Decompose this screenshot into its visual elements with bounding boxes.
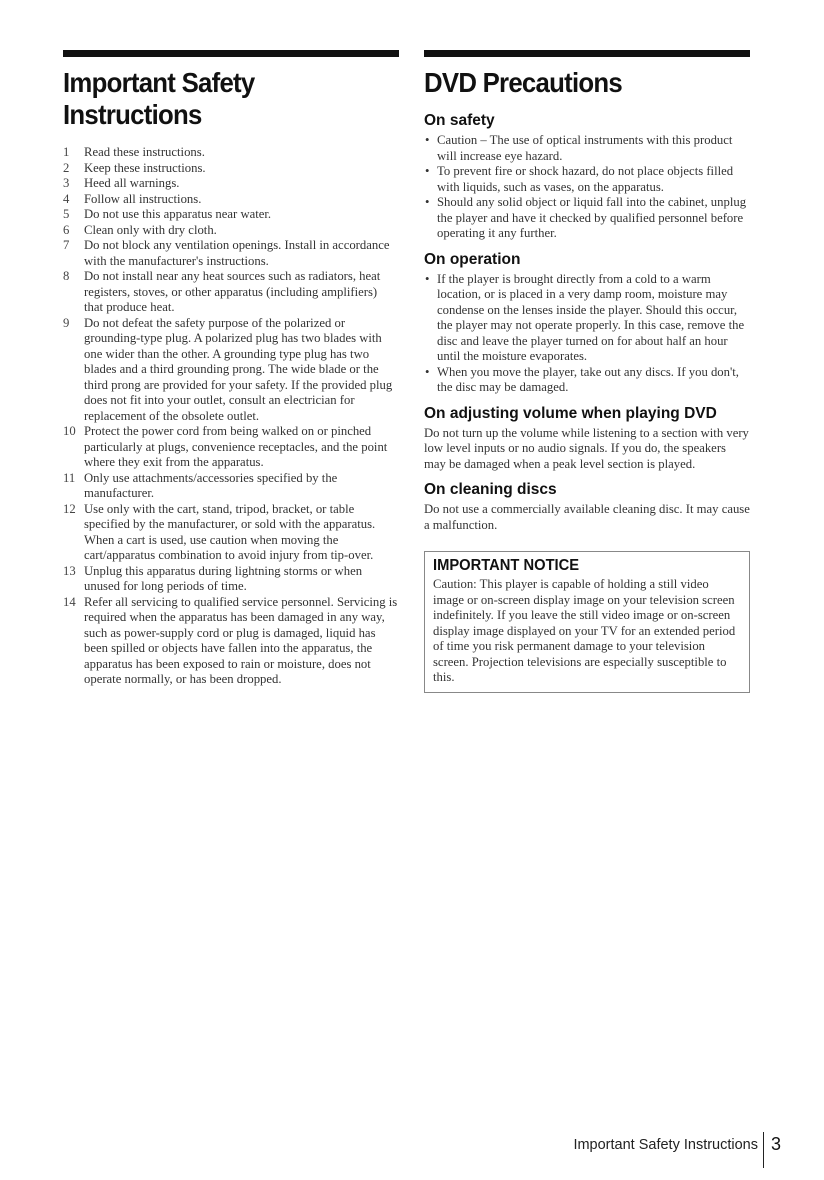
operation-list bbox=[424, 272, 750, 396]
on-safety-heading: On safety bbox=[424, 112, 495, 129]
on-operation-heading: On operation bbox=[424, 250, 521, 268]
list-item: • If the player is brought directly from a cold to a warm location, or is placed in a very damp room, moisture may condense on the lenses inside the player. Should this occur, the player may not operate properly. In this case, remove the disc and leave the player turned on for about half an hour until the moisture evaporates. bbox=[425, 271, 745, 363]
list-item: 4 Follow all instructions. bbox=[63, 191, 202, 206]
list-item: 6 Clean only with dry cloth. bbox=[63, 222, 217, 237]
right-column bbox=[424, 50, 750, 693]
list-item: 7 Do not block any ventilation openings. Install in accordance with the manufacturer's instructions. bbox=[63, 238, 390, 268]
list-item: 1 Read these instructions. bbox=[63, 145, 205, 159]
notice-title: IMPORTANT NOTICE bbox=[433, 557, 580, 574]
list-item: 8 Do not install near any heat sources such as radiators, heat registers, stoves, or other apparatus (including amplifiers) that produce heat. bbox=[63, 269, 381, 314]
bullet-icon: • bbox=[425, 164, 430, 178]
list-item: 14 Refer all servicing to qualified service personnel. Servicing is required when the apparatus has been damaged in any way, such as power-supply cord or plug is damaged, liquid has been spilled or objects have fallen into the apparatus, the apparatus has been exposed to rain or moisture, does not operate normally, or has been dropped. bbox=[63, 594, 398, 686]
list-item: 2 Keep these instructions. bbox=[63, 160, 206, 175]
list-item: • When you move the player, take out any discs. If you don't, the disc may be damaged. bbox=[425, 364, 739, 394]
bullet-icon: • bbox=[425, 133, 430, 147]
volume-paragraph: Do not turn up the volume while listening to a section with very low level inputs or no audio signals. If you do, the speakers may be damaged when a peak level section is played. bbox=[424, 425, 749, 471]
left-column bbox=[63, 50, 399, 688]
volume-heading: On adjusting volume when playing DVD bbox=[424, 404, 717, 422]
instructions-list bbox=[63, 145, 399, 688]
safety-instructions-title: Important Safety Instructions bbox=[63, 67, 255, 130]
footer-divider bbox=[763, 1132, 764, 1168]
notice-text: Caution: This player is capable of holding a still video image or on-screen display image on your television screen indefinitely. If you leave the still video image or on-screen display image displayed on your TV for an extended period of time you risk permanent damage to your television screen. Projection televisions are especially susceptible to this. bbox=[433, 577, 736, 684]
list-item: 5 Do not use this apparatus near water. bbox=[63, 207, 272, 221]
dvd-precautions-title: DVD Precautions bbox=[424, 67, 622, 98]
list-item: • Should any solid object or liquid fall into the cabinet, unplug the player and have it checked by qualified personnel before operating it any further. bbox=[425, 195, 747, 240]
section-rule bbox=[424, 50, 750, 57]
list-item: 3 Heed all warnings. bbox=[63, 176, 180, 190]
list-item: 12 Use only with the cart, stand, tripod, bracket, or table specified by the manufacturer, or sold with the apparatus. When a cart is used, use caution when moving the cart/apparatus combination to avoid injury from tip-over. bbox=[63, 501, 376, 562]
page-number: 3 bbox=[771, 1134, 782, 1154]
list-item: 13 Unplug this apparatus during lightning storms or when unused for long periods of time. bbox=[63, 563, 363, 593]
footer-section-title: Important Safety Instructions bbox=[573, 1137, 758, 1153]
cleaning-paragraph: Do not use a commercially available cleaning disc. It may cause a malfunction. bbox=[424, 502, 750, 532]
list-item: • Caution – The use of optical instruments with this product will increase eye hazard. bbox=[425, 133, 733, 163]
list-item: 11 Only use attachments/accessories specified by the manufacturer. bbox=[63, 470, 338, 500]
safety-list bbox=[424, 133, 750, 242]
important-notice-box bbox=[424, 551, 750, 693]
list-item: • To prevent fire or shock hazard, do not place objects filled with liquids, such as vases, on the apparatus. bbox=[425, 164, 734, 194]
bullet-icon: • bbox=[425, 364, 430, 379]
bullet-icon: • bbox=[425, 195, 430, 209]
list-item: 10 Protect the power cord from being walked on or pinched particularly at plugs, convenience receptacles, and the point where they exit from the apparatus. bbox=[63, 424, 388, 469]
section-rule bbox=[63, 50, 399, 57]
bullet-icon: • bbox=[425, 271, 430, 286]
list-item: 9 Do not defeat the safety purpose of the polarized or grounding-type plug. A polarized plug has two blades with one wider than the other. A grounding type plug has two blades and a third grounding prong. The wide blade or the third prong are provided for your safety. If the provided plug does not fit into your outlet, consult an electrician for replacement of the obsolete outlet. bbox=[63, 315, 393, 423]
cleaning-heading: On cleaning discs bbox=[424, 481, 557, 498]
